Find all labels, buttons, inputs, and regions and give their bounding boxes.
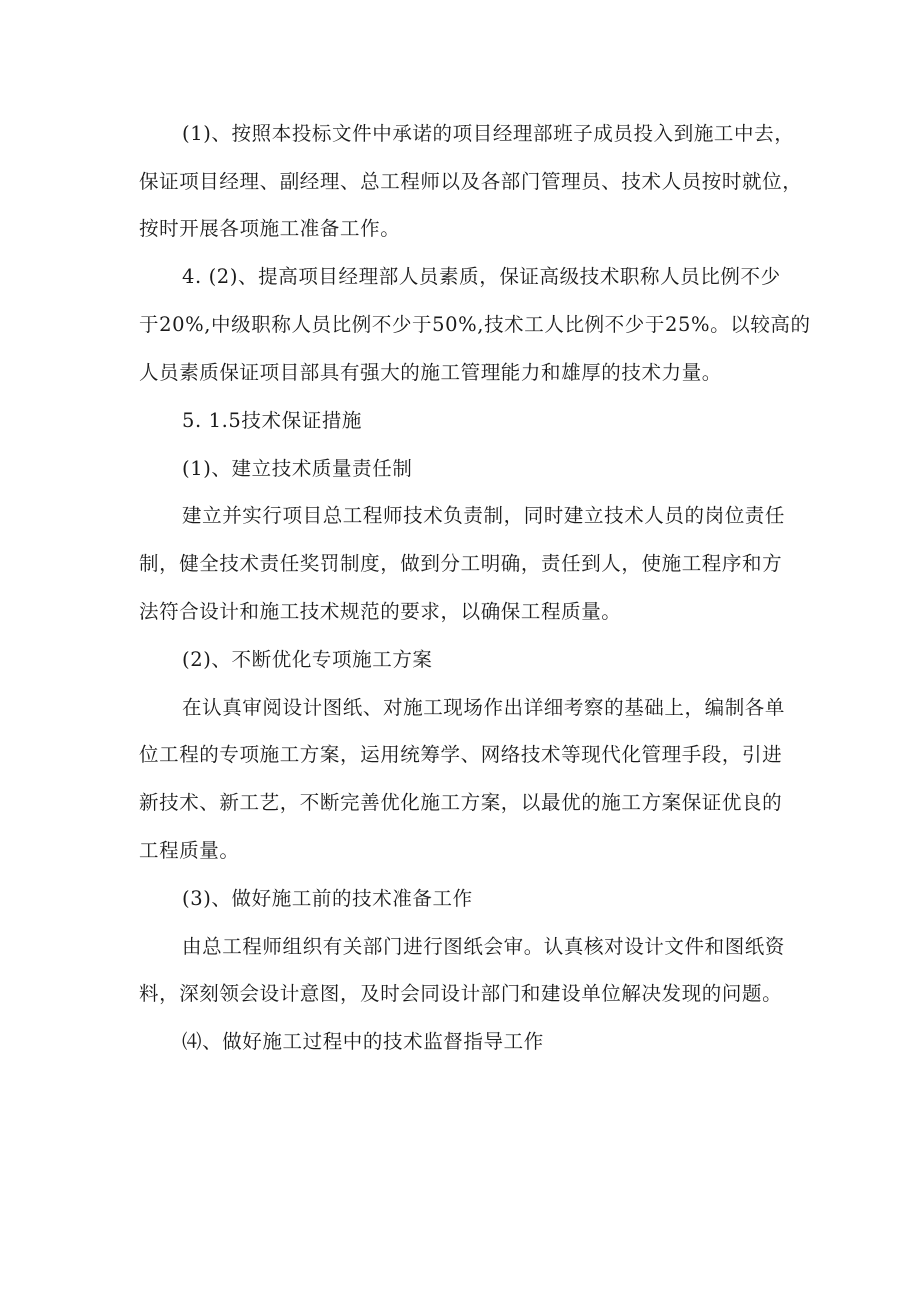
text-line: 由总工程师组织有关部门进行图纸会审。认真核对设计文件和图纸资 (182, 935, 786, 958)
text-line: 保证项目经理、副经理、总工程师以及各部门管理员、技术人员按时就位， (139, 170, 803, 193)
text-line: 工程质量。 (139, 839, 240, 862)
text-line: 在认真审阅设计图纸、对施工现场作出详细考察的基础上，编制各单 (182, 696, 786, 719)
text-line: 法符合设计和施工技术规范的要求，以确保工程质量。 (139, 600, 622, 623)
subsection-heading: (1)、建立技术质量责任制 (182, 457, 413, 480)
subsection-heading: ⑷、做好施工过程中的技术监督指导工作 (182, 1030, 544, 1053)
text-line: 位工程的专项施工方案，运用统筹学、网络技术等现代化管理手段，引进 (139, 743, 783, 766)
text-line: 制，健全技术责任奖罚制度，做到分工明确，责任到人，使施工程序和方 (139, 552, 783, 575)
section-heading: 5. 1.5技术保证措施 (182, 409, 363, 432)
subsection-heading: (3)、做好施工前的技术准备工作 (182, 887, 473, 910)
text-line: 按时开展各项施工准备工作。 (139, 217, 401, 240)
text-line: 人员素质保证项目部具有强大的施工管理能力和雄厚的技术力量。 (139, 361, 722, 384)
subsection-heading: (2)、不断优化专项施工方案 (182, 648, 433, 671)
text-line: (1)、按照本投标文件中承诺的项目经理部班子成员投入到施工中去， (182, 122, 795, 145)
text-line: 料，深刻领会设计意图，及时会同设计部门和建设单位解决发现的问题。 (139, 982, 783, 1005)
text-line: 新技术、新工艺，不断完善优化施工方案，以最优的施工方案保证优良的 (139, 791, 783, 814)
text-line: 建立并实行项目总工程师技术负责制，同时建立技术人员的岗位责任 (182, 504, 786, 527)
text-line: 于20%,中级职称人员比例不少于50%,技术工人比例不少于25%。以较高的 (139, 313, 811, 336)
text-line: 4. (2)、提高项目经理部人员素质，保证高级技术职称人员比例不少 (182, 265, 781, 288)
